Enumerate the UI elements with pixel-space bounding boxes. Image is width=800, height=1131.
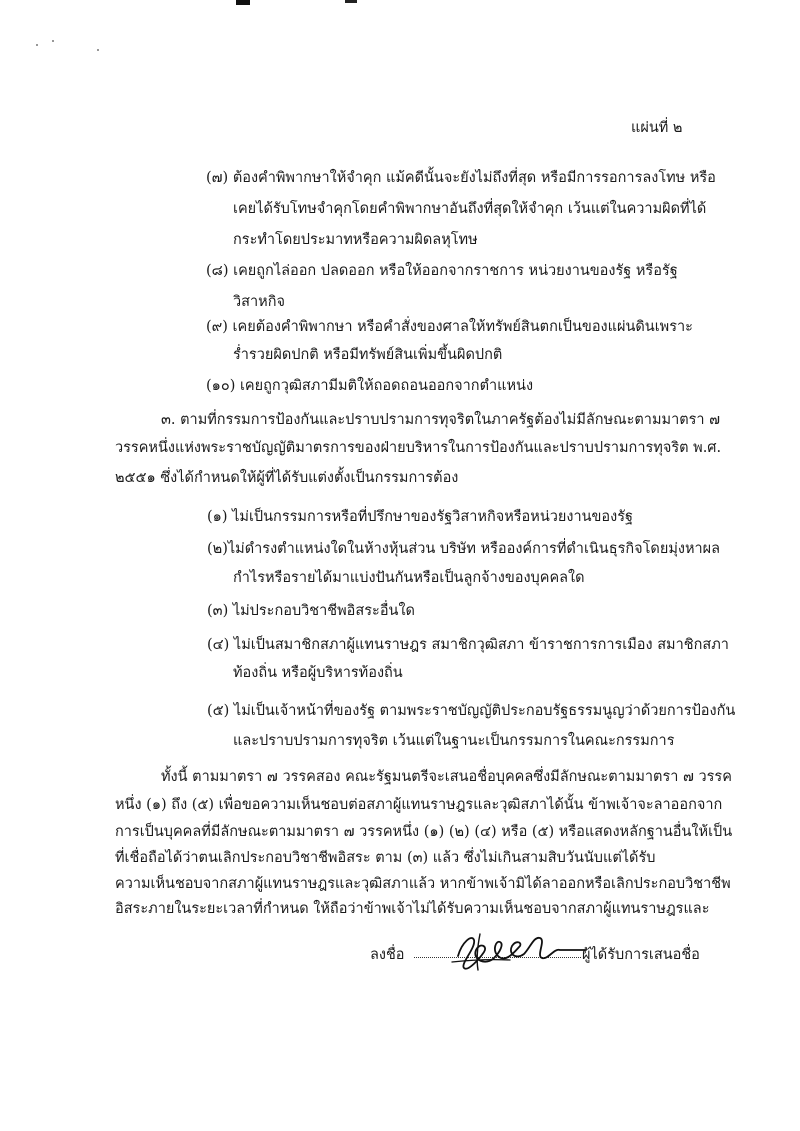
list-a-line: (๑๐) เคยถูกวุฒิสภามีมติให้ถอดถอนออกจากตำแหน่ง (206, 378, 534, 394)
closing-line: หนึ่ง (๑) ถึง (๕) เพื่อขอความเห็นชอบต่อสภาผู้แทนราษฎรและวุฒิสภาได้นั้น ข้าพเจ้าจะลาออกจาก (115, 797, 723, 813)
list-b-line: (๓) ไม่ประกอบวิชาชีพอิสระอื่นใด (207, 603, 415, 619)
list-b-line: และปราบปรามการทุจริต เว้นแต่ในฐานะเป็นกรรมการในคณะกรรมการ (233, 733, 675, 749)
scan-mark (236, 0, 250, 5)
signature-block (370, 928, 700, 974)
list-a-line: (๙) เคยต้องคำพิพากษา หรือคำสั่งของศาลให้ทรัพย์สินตกเป็นของแผ่นดินเพราะ (206, 319, 693, 335)
list-a-line: ร่ำรวยผิดปกติ หรือมีทรัพย์สินเพิ่มขึ้นผิดปกติ (233, 347, 503, 363)
list-a-line: เคยได้รับโทษจำคุกโดยคำพิพากษาอันถึงที่สุดให้จำคุก เว้นแต่ในความผิดที่ได้ (233, 201, 707, 217)
list-b-line: ท้องถิ่น หรือผู้บริหารท้องถิ่น (233, 665, 403, 681)
list-b-line: (๔) ไม่เป็นสมาชิกสภาผู้แทนราษฎร สมาชิกวุฒิสภา ข้าราชการการเมือง สมาชิกสภา (207, 637, 729, 653)
paragraph-3-line: ๒๕๕๑ ซึ่งได้กำหนดให้ผู้ที่ได้รับแต่งตั้งเป็นกรรมการต้อง (115, 470, 459, 486)
list-a-line: (๗) ต้องคำพิพากษาให้จำคุก แม้คดีนั้นจะยังไม่ถึงที่สุด หรือมีการรอการลงโทษ หรือ (206, 170, 716, 186)
scan-speck (97, 49, 99, 51)
list-a-line: วิสาหกิจ (233, 294, 285, 310)
paragraph-3-line: ๓. ตามที่กรรมการป้องกันและปราบปรามการทุจริตในภาครัฐต้องไม่มีลักษณะตามมาตรา ๗ (161, 412, 721, 428)
handwritten-signature (450, 928, 590, 974)
list-a-line: กระทำโดยประมาทหรือความผิดลหุโทษ (233, 232, 478, 248)
closing-line: อิสระภายในระยะเวลาที่กำหนด ให้ถือว่าข้าพเจ้าไม่ได้รับความเห็นชอบจากสภาผู้แทนราษฎรและ (115, 901, 710, 917)
paragraph-3-line: วรรคหนึ่งแห่งพระราชบัญญัติมาตรการของฝ่ายบริหารในการป้องกันและปราบปรามการทุจริต พ.ศ. (115, 440, 722, 456)
signature-label: ลงชื่อ (370, 947, 405, 963)
closing-line: ที่เชื่อถือได้ว่าตนเลิกประกอบวิชาชีพอิสระ ตาม (๓) แล้ว ซึ่งไม่เกินสามสิบวันนับแต่ได้รับ (115, 850, 656, 866)
page-number: แผ่นที่ ๒ (631, 120, 683, 136)
signature-title: ผู้ได้รับการเสนอชื่อ (582, 947, 700, 963)
scan-mark (345, 0, 357, 3)
closing-line: การเป็นบุคคลที่มีลักษณะตามมาตรา ๗ วรรคหนึ่ง (๑) (๒) (๔) หรือ (๕) หรือแสดงหลักฐานอื่นให้เป็น (115, 824, 733, 840)
closing-line: ทั้งนี้ ตามมาตรา ๗ วรรคสอง คณะรัฐมนตรีจะเสนอชื่อบุคคลซึ่งมีลักษณะตามมาตรา ๗ วรรค (161, 769, 732, 785)
list-b-line: (๑) ไม่เป็นกรรมการหรือที่ปรึกษาของรัฐวิสาหกิจหรือหน่วยงานของรัฐ (207, 509, 634, 525)
list-b-line: (๒)ไม่ดำรงตำแหน่งใดในห้างหุ้นส่วน บริษัท หรือองค์การที่ดำเนินธุรกิจโดยมุ่งหาผล (207, 541, 721, 557)
closing-line: ความเห็นชอบจากสภาผู้แทนราษฎรและวุฒิสภาแล้ว หากข้าพเจ้ามิได้ลาออกหรือเลิกประกอบวิชาชีพ (115, 876, 731, 892)
scan-speck (36, 44, 38, 46)
list-b-line: กำไรหรือรายได้มาแบ่งปันกันหรือเป็นลูกจ้างของบุคคลใด (233, 570, 585, 586)
scan-speck (52, 40, 54, 42)
list-b-line: (๕) ไม่เป็นเจ้าหน้าที่ของรัฐ ตามพระราชบัญญัติประกอบรัฐธรรมนูญว่าด้วยการป้องกัน (207, 703, 736, 719)
list-a-line: (๘) เคยถูกไล่ออก ปลดออก หรือให้ออกจากราชการ หน่วยงานของรัฐ หรือรัฐ (206, 263, 678, 279)
